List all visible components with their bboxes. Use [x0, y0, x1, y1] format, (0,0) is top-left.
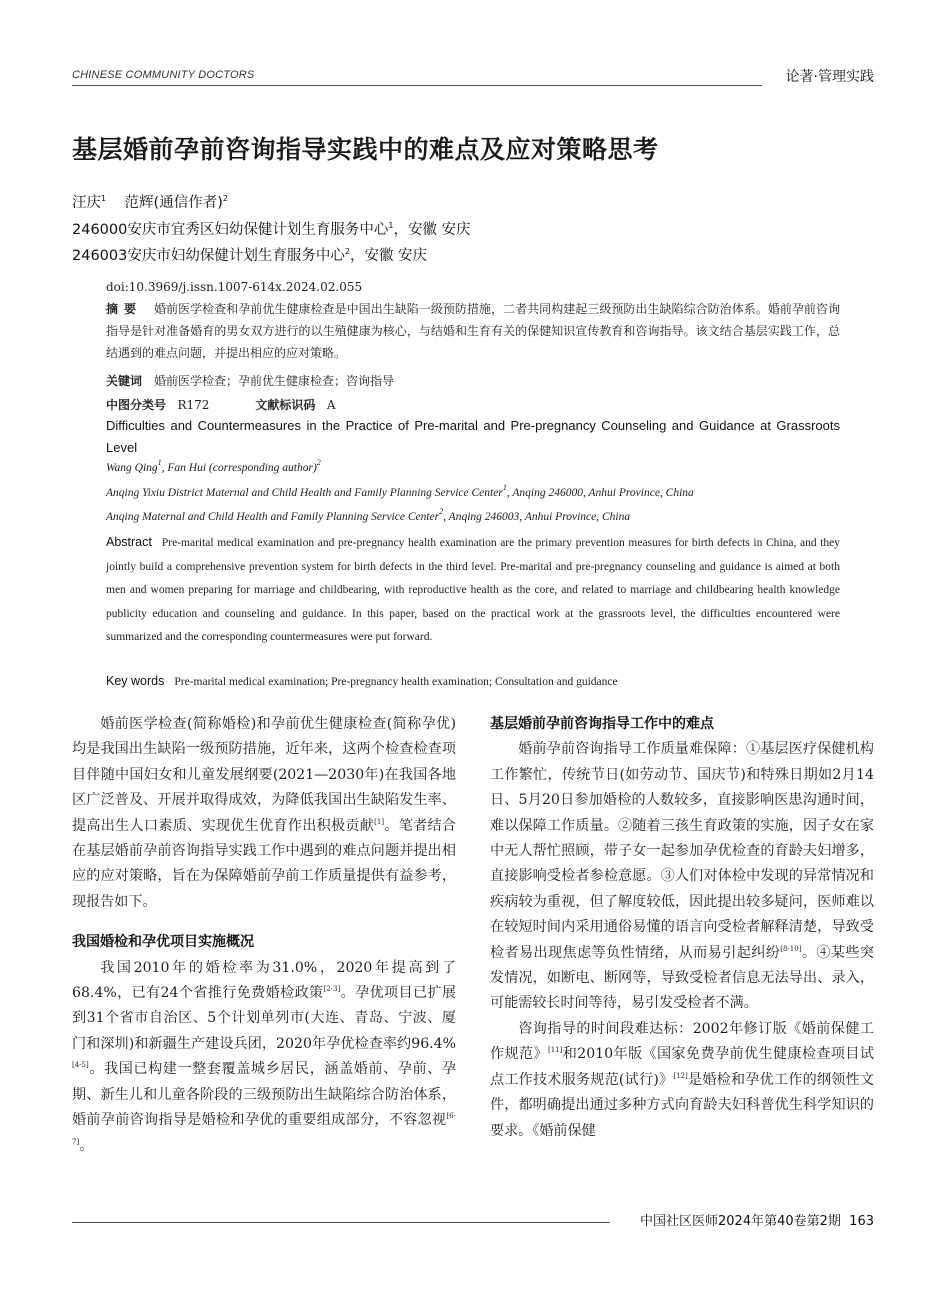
section-heading: 我国婚检和孕优项目实施概况	[72, 934, 254, 951]
journal-issue: 中国社区医师2024年第40卷第2期	[640, 1214, 841, 1229]
paragraph-text: 婚前孕前咨询指导工作质量难保障：①基层医疗保健机构工作繁忙，传统节日(如劳动节、国庆节)和特殊日期如2月14日、5月20日参加婚检的人数较多，直接影响医患沟通时间，难以保障工作质量。②随着三孩生育政策的实施，因子女在家中无人帮忙照顾，带子女一起参加孕优检查的育龄夫妇增多，直接影响受检者参检意愿。③人们对体检中发现的异常情况和疾病较为重视，但了解度较低，因此提出较多疑问，医师难以在较短时间内采用通俗易懂的语言向受检者解释清楚，导致受检者易出现焦虑等负性情绪，从而易引起纠纷	[490, 741, 874, 961]
affiliation-1-en-sup: 1	[502, 483, 507, 492]
affiliation-1-sup: 1	[388, 221, 394, 230]
citation: [8-10]	[780, 944, 802, 953]
clc-value: R172	[177, 398, 210, 412]
section-label: 论著·管理实践	[785, 69, 874, 85]
author-1-en: Wang Qing	[106, 462, 158, 474]
affiliation-2-en-text: Anqing Maternal and Child Health and Family Planning Service Center	[106, 511, 440, 523]
abstract-cn-label: 摘要	[106, 302, 143, 316]
affiliation-1-location: ，安徽 安庆	[393, 222, 471, 238]
affiliation-2-cn	[72, 244, 427, 265]
english-title: Difficulties and Countermeasures in the Practice of Pre-marital and Pre-pregnancy Counseling and Guidance at Grassroots Level	[106, 418, 840, 455]
author-2-en-sup: 2	[316, 458, 321, 467]
journal-name-en: CHINESE COMMUNITY DOCTORS	[72, 69, 255, 81]
author-2-sup: 2	[222, 194, 228, 203]
affiliation-2-en-sup: 2	[439, 507, 444, 516]
citation: [6-7]	[72, 1112, 456, 1146]
paragraph-text: 咨询指导的时间段难达标：2002年修订版《婚前保健工作规范》	[490, 1020, 874, 1063]
page-number: 163	[849, 1214, 874, 1229]
paragraph-text: 和2010年版《国家免费孕前优生健康检查项目试点工作技术服务规范(试行)》	[490, 1046, 875, 1088]
doi: doi:10.3969/j.issn.1007-614x.2024.02.055	[106, 280, 363, 294]
keywords-en	[106, 670, 840, 693]
affiliation-1-en-location: , Anqing 246000, Anhui Province, China	[506, 487, 694, 499]
paragraph-text: 。笔者结合在基层婚前孕前咨询指导实践工作中遇到的难点问题并提出相应的应对策略，旨在为保障婚前孕前工作质量提供有益参考，现报告如下。	[72, 817, 457, 910]
affiliation-1-en-text: Anqing Yixiu District Maternal and Child Health and Family Planning Service Center	[106, 487, 503, 499]
classification-line	[106, 394, 840, 416]
citation: [12]	[673, 1071, 688, 1080]
paragraph	[72, 956, 456, 1159]
paragraph-text: 。④某些突发情况，如断电、断网等，导致受检者信息无法导出、录入，可能需较长时间等待，易引发受检者不满。	[490, 944, 875, 1012]
article-title: 基层婚前孕前咨询指导实践中的难点及应对策略思考	[72, 135, 659, 164]
authors-en	[106, 458, 840, 474]
paragraph	[490, 737, 874, 1016]
author-1: 汪庆	[72, 195, 101, 211]
header-rule	[72, 85, 762, 86]
affiliation-1-text: 246000安庆市宜秀区妇幼保健计划生育服务中心	[72, 222, 389, 238]
paragraph-text: 。孕优项目已扩展到31个省市自治区、5个计划单列市(大连、青岛、宁波、厦门和深圳)和新疆生产建设兵团，2020年孕优检查率约96.4%	[72, 985, 456, 1052]
affiliation-1-cn	[72, 218, 471, 239]
abstract-cn-text: 婚前医学检查和孕前优生健康检查是中国出生缺陷一级预防措施，二者共同构建起三级预防出生缺陷综合防治体系。婚前孕前咨询指导是针对准备婚育的男女双方进行的以生殖健康为核心，与结婚和生育有关的保健知识宣传教育和咨询指导。该文结合基层实践工作，总结遇到的难点问题，并提出相应的应对策略。	[106, 302, 840, 360]
section-heading: 基层婚前孕前咨询指导工作中的难点	[490, 716, 714, 732]
affiliation-2-location: ，安徽 安庆	[349, 248, 428, 264]
affiliation-2-sup: 2	[344, 247, 350, 256]
clc-label: 中图分类号	[106, 398, 167, 412]
footer-rule	[72, 1222, 610, 1223]
affiliation-1-en	[106, 483, 840, 499]
body-column-right	[490, 712, 874, 1144]
author-2-en: , Fan Hui (corresponding author)	[161, 462, 317, 474]
authors-cn	[72, 191, 228, 212]
footer	[640, 1210, 874, 1229]
keywords-cn-text: 婚前医学检查；孕前优生健康检查；咨询指导	[154, 374, 395, 388]
citation: [2-3]	[323, 985, 341, 994]
paragraph-text: 婚前医学检查(简称婚检)和孕前优生健康检查(简称孕优)均是我国出生缺陷一级预防措施，近年来，这两个检查检查项目伴随中国妇女和儿童发展纲要(2021—2030年)在我国各地区广泛普及、开展并取得成效，为降低我国出生缺陷发生率、提高出生人口素质、实现优生优育作出积极贡献	[72, 716, 456, 834]
keywords-en-label: Key words	[106, 674, 165, 688]
abstract-cn	[106, 298, 840, 364]
abstract-en-text: Pre-marital medical examination and pre-pregnancy health examination are the primary prevention measures for birth defects in China, and they jointly build a comprehensive prevention system for birth defects in the third level. Pre-marital and pre-pregnancy counseling and guidance is aimed at both men and women preparing for marriage and childbearing, with reproductive health as the core, and related to marriage and childbearing health knowledge publicity education and counseling and guidance. In this paper, based on the practical work at the grassroots level, the difficulties encountered were summarized and the corresponding countermeasures were put forward.	[106, 537, 840, 643]
citation: [11]	[547, 1046, 563, 1055]
paragraph-text: 我国2010年的婚检率为31.0%，2020年提高到了68.4%，已有24个省推行免费婚检政策	[72, 959, 456, 1002]
abstract-en-label: Abstract	[106, 535, 152, 549]
author-1-en-sup: 1	[157, 458, 162, 467]
paragraph-text: 是婚检和孕优工作的纲领性文件，都明确提出通过多种方式向育龄夫妇科普优生科学知识的要求。《婚前保健	[490, 1071, 875, 1139]
abstract-en	[106, 531, 840, 650]
body-column-left	[72, 712, 456, 1159]
affiliation-2-en-location: , Anqing 246003, Anhui Province, China	[443, 511, 631, 523]
doc-code-label: 文献标识码	[255, 398, 316, 412]
doc-code-value: A	[326, 398, 336, 412]
citation: [4-5]	[72, 1061, 89, 1070]
keywords-cn-label: 关键词	[106, 374, 143, 388]
keywords-cn	[106, 370, 840, 392]
author-2: 范辉(通信作者)	[124, 195, 223, 211]
paragraph	[72, 712, 456, 915]
citation: [1]	[374, 817, 385, 826]
author-1-sup: 1	[101, 194, 107, 203]
paragraph	[490, 1017, 874, 1144]
keywords-en-text: Pre-marital medical examination; Pre-pregnancy health examination; Consultation and guidance	[174, 676, 618, 688]
paragraph-text: 。我国已构建一整套覆盖城乡居民，涵盖婚前、孕前、孕期、新生儿和儿童各阶段的三级预防出生缺陷综合防治体系，婚前孕前咨询指导是婚检和孕优的重要组成部分，不容忽视	[72, 1061, 456, 1129]
affiliation-2-text: 246003安庆市妇幼保健计划生育服务中心	[72, 248, 345, 264]
affiliation-2-en	[106, 507, 840, 523]
paragraph-text: 。	[79, 1137, 94, 1154]
